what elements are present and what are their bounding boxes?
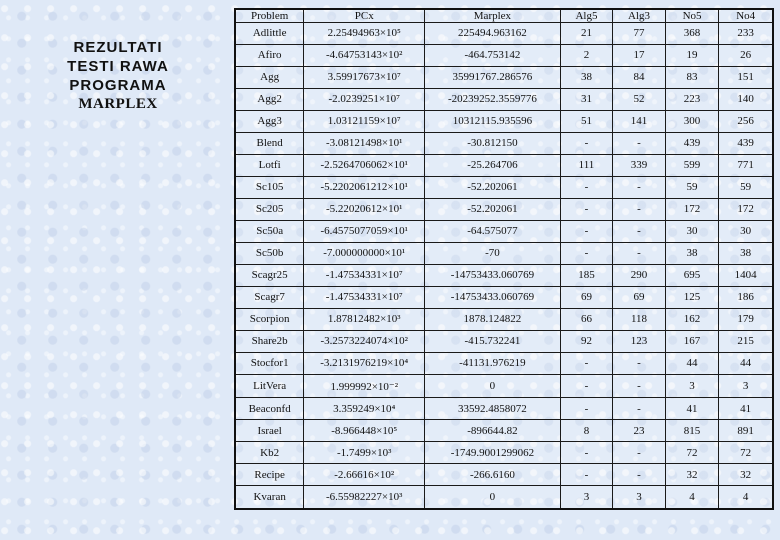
- cell-marplex: 225494.963162: [425, 23, 561, 45]
- title-line-1: REZULTATI: [73, 39, 163, 56]
- cell-problem: Stocfor1: [235, 352, 304, 374]
- cell-marplex: -464.753142: [425, 44, 561, 66]
- cell-no5: 125: [665, 286, 719, 308]
- cell-pcx: -6.4575077059×10¹: [304, 220, 425, 242]
- cell-no4: 151: [719, 66, 773, 88]
- cell-alg5: 2: [560, 44, 613, 66]
- cell-no4: 38: [719, 242, 773, 264]
- table-row: [235, 110, 773, 132]
- cell-alg5: -: [560, 132, 613, 154]
- cell-alg3: -: [613, 352, 666, 374]
- cell-pcx: 1.03121159×10⁷: [304, 110, 425, 132]
- cell-alg5: 185: [560, 264, 613, 286]
- cell-no5: 4: [665, 486, 719, 509]
- slide-title: [44, 38, 192, 114]
- cell-problem: Scagr7: [235, 286, 304, 308]
- cell-problem: Blend: [235, 132, 304, 154]
- table-row: [235, 374, 773, 398]
- cell-no4: 186: [719, 286, 773, 308]
- cell-alg3: -: [613, 198, 666, 220]
- table-row: [235, 44, 773, 66]
- cell-pcx: -1.47534331×10⁷: [304, 264, 425, 286]
- cell-marplex: 10312115.935596: [425, 110, 561, 132]
- cell-problem: Kb2: [235, 442, 304, 464]
- cell-no4: 41: [719, 398, 773, 420]
- table-row: [235, 486, 773, 509]
- title-line-3: PROGRAMA: [69, 77, 167, 94]
- cell-pcx: 1.999992×10⁻²: [304, 374, 425, 398]
- header-marplex: Marplex: [425, 9, 561, 23]
- cell-marplex: -64.575077: [425, 220, 561, 242]
- cell-problem: Agg2: [235, 88, 304, 110]
- cell-alg3: 77: [613, 23, 666, 45]
- cell-alg3: -: [613, 242, 666, 264]
- cell-no5: 41: [665, 398, 719, 420]
- cell-alg5: -: [560, 242, 613, 264]
- cell-pcx: -2.66616×10²: [304, 464, 425, 486]
- cell-pcx: -3.08121498×10¹: [304, 132, 425, 154]
- table-row: [235, 308, 773, 330]
- table-row: [235, 198, 773, 220]
- cell-problem: Scorpion: [235, 308, 304, 330]
- cell-alg3: 69: [613, 286, 666, 308]
- table-row: [235, 132, 773, 154]
- cell-no5: 439: [665, 132, 719, 154]
- cell-marplex: -41131.976219: [425, 352, 561, 374]
- table-row: [235, 220, 773, 242]
- cell-no5: 19: [665, 44, 719, 66]
- cell-no5: 368: [665, 23, 719, 45]
- cell-no5: 162: [665, 308, 719, 330]
- cell-alg3: -: [613, 176, 666, 198]
- cell-marplex: 0: [425, 374, 561, 398]
- cell-alg5: -: [560, 442, 613, 464]
- cell-marplex: -896644.82: [425, 420, 561, 442]
- cell-no5: 167: [665, 330, 719, 352]
- cell-alg5: 92: [560, 330, 613, 352]
- cell-alg3: 118: [613, 308, 666, 330]
- cell-problem: Adlittle: [235, 23, 304, 45]
- cell-marplex: -52.202061: [425, 198, 561, 220]
- cell-marplex: -25.264706: [425, 154, 561, 176]
- cell-marplex: -70: [425, 242, 561, 264]
- cell-pcx: -3.2573224074×10²: [304, 330, 425, 352]
- cell-problem: Sc50a: [235, 220, 304, 242]
- cell-alg5: 31: [560, 88, 613, 110]
- table-row: [235, 464, 773, 486]
- header-no5: No5: [665, 9, 719, 23]
- cell-alg5: 51: [560, 110, 613, 132]
- cell-pcx: 3.59917673×10⁷: [304, 66, 425, 88]
- cell-alg3: -: [613, 442, 666, 464]
- cell-problem: Sc105: [235, 176, 304, 198]
- cell-no5: 815: [665, 420, 719, 442]
- cell-marplex: 35991767.286576: [425, 66, 561, 88]
- cell-pcx: 3.359249×10⁴: [304, 398, 425, 420]
- cell-alg5: -: [560, 176, 613, 198]
- cell-marplex: -415.732241: [425, 330, 561, 352]
- cell-problem: Sc205: [235, 198, 304, 220]
- cell-no4: 1404: [719, 264, 773, 286]
- cell-pcx: 1.87812482×10³: [304, 308, 425, 330]
- title-line-4: MARPLEX: [78, 96, 158, 112]
- cell-alg3: -: [613, 374, 666, 398]
- cell-alg3: 17: [613, 44, 666, 66]
- cell-pcx: -2.0239251×10⁷: [304, 88, 425, 110]
- cell-alg5: 69: [560, 286, 613, 308]
- cell-no4: 891: [719, 420, 773, 442]
- cell-pcx: -1.7499×10³: [304, 442, 425, 464]
- cell-alg3: -: [613, 464, 666, 486]
- cell-pcx: -8.966448×10⁵: [304, 420, 425, 442]
- cell-problem: Share2b: [235, 330, 304, 352]
- cell-alg3: 339: [613, 154, 666, 176]
- cell-no4: 439: [719, 132, 773, 154]
- cell-marplex: -14753433.060769: [425, 264, 561, 286]
- cell-marplex: -266.6160: [425, 464, 561, 486]
- cell-no4: 59: [719, 176, 773, 198]
- table-row: [235, 176, 773, 198]
- cell-alg3: 52: [613, 88, 666, 110]
- cell-alg3: 123: [613, 330, 666, 352]
- cell-problem: Scagr25: [235, 264, 304, 286]
- cell-alg5: 38: [560, 66, 613, 88]
- cell-alg5: -: [560, 198, 613, 220]
- table-header-row: [235, 9, 773, 23]
- cell-no4: 233: [719, 23, 773, 45]
- header-alg3: Alg3: [613, 9, 666, 23]
- table-row: [235, 23, 773, 45]
- cell-alg3: 290: [613, 264, 666, 286]
- cell-alg5: -: [560, 398, 613, 420]
- cell-no5: 44: [665, 352, 719, 374]
- cell-no5: 172: [665, 198, 719, 220]
- cell-alg3: 84: [613, 66, 666, 88]
- table-row: [235, 442, 773, 464]
- cell-pcx: -4.64753143×10²: [304, 44, 425, 66]
- table-row: [235, 264, 773, 286]
- table-row: [235, 352, 773, 374]
- cell-problem: Israel: [235, 420, 304, 442]
- cell-no4: 3: [719, 374, 773, 398]
- cell-no5: 38: [665, 242, 719, 264]
- cell-problem: Beaconfd: [235, 398, 304, 420]
- cell-no5: 59: [665, 176, 719, 198]
- cell-problem: Kvaran: [235, 486, 304, 509]
- header-no4: No4: [719, 9, 773, 23]
- cell-marplex: 33592.4858072: [425, 398, 561, 420]
- cell-alg5: -: [560, 464, 613, 486]
- cell-no4: 4: [719, 486, 773, 509]
- cell-alg3: -: [613, 220, 666, 242]
- cell-no5: 72: [665, 442, 719, 464]
- cell-no5: 223: [665, 88, 719, 110]
- cell-no4: 771: [719, 154, 773, 176]
- cell-alg5: -: [560, 220, 613, 242]
- cell-pcx: -7.000000000×10¹: [304, 242, 425, 264]
- cell-problem: Agg3: [235, 110, 304, 132]
- cell-alg3: 141: [613, 110, 666, 132]
- cell-alg5: 8: [560, 420, 613, 442]
- cell-alg5: 111: [560, 154, 613, 176]
- cell-pcx: -1.47534331×10⁷: [304, 286, 425, 308]
- cell-marplex: -20239252.3559776: [425, 88, 561, 110]
- cell-alg5: 3: [560, 486, 613, 509]
- cell-alg3: 3: [613, 486, 666, 509]
- cell-problem: LitVera: [235, 374, 304, 398]
- cell-no5: 300: [665, 110, 719, 132]
- cell-marplex: 0: [425, 486, 561, 509]
- cell-marplex: -52.202061: [425, 176, 561, 198]
- cell-no5: 30: [665, 220, 719, 242]
- cell-no5: 695: [665, 264, 719, 286]
- cell-marplex: 1878.124822: [425, 308, 561, 330]
- cell-pcx: 2.25494963×10⁵: [304, 23, 425, 45]
- cell-alg5: -: [560, 374, 613, 398]
- cell-no4: 26: [719, 44, 773, 66]
- table-row: [235, 398, 773, 420]
- table-row: [235, 330, 773, 352]
- table-row: [235, 420, 773, 442]
- cell-problem: Agg: [235, 66, 304, 88]
- cell-pcx: -5.2202061212×10¹: [304, 176, 425, 198]
- table-body: [235, 23, 773, 510]
- cell-problem: Recipe: [235, 464, 304, 486]
- cell-problem: Afiro: [235, 44, 304, 66]
- cell-no5: 599: [665, 154, 719, 176]
- cell-no4: 32: [719, 464, 773, 486]
- cell-pcx: -2.5264706062×10¹: [304, 154, 425, 176]
- cell-no4: 256: [719, 110, 773, 132]
- table-row: [235, 242, 773, 264]
- cell-no4: 44: [719, 352, 773, 374]
- title-line-2: TESTI RAWA: [67, 58, 169, 75]
- results-table: [234, 8, 774, 510]
- cell-problem: Lotfi: [235, 154, 304, 176]
- cell-marplex: -14753433.060769: [425, 286, 561, 308]
- cell-no4: 215: [719, 330, 773, 352]
- cell-no5: 3: [665, 374, 719, 398]
- cell-no4: 30: [719, 220, 773, 242]
- cell-no5: 32: [665, 464, 719, 486]
- cell-no4: 140: [719, 88, 773, 110]
- cell-no5: 83: [665, 66, 719, 88]
- table-row: [235, 154, 773, 176]
- cell-no4: 172: [719, 198, 773, 220]
- cell-alg5: -: [560, 352, 613, 374]
- cell-marplex: -30.812150: [425, 132, 561, 154]
- cell-alg3: 23: [613, 420, 666, 442]
- table-row: [235, 286, 773, 308]
- cell-marplex: -1749.9001299062: [425, 442, 561, 464]
- cell-pcx: -3.2131976219×10⁴: [304, 352, 425, 374]
- cell-no4: 179: [719, 308, 773, 330]
- cell-alg3: -: [613, 398, 666, 420]
- header-pcx: PCx: [304, 9, 425, 23]
- cell-problem: Sc50b: [235, 242, 304, 264]
- table-row: [235, 88, 773, 110]
- cell-alg3: -: [613, 132, 666, 154]
- header-problem: Problem: [235, 9, 304, 23]
- table-row: [235, 66, 773, 88]
- cell-pcx: -6.55982227×10³: [304, 486, 425, 509]
- cell-alg5: 21: [560, 23, 613, 45]
- header-alg5: Alg5: [560, 9, 613, 23]
- cell-pcx: -5.22020612×10¹: [304, 198, 425, 220]
- cell-alg5: 66: [560, 308, 613, 330]
- cell-no4: 72: [719, 442, 773, 464]
